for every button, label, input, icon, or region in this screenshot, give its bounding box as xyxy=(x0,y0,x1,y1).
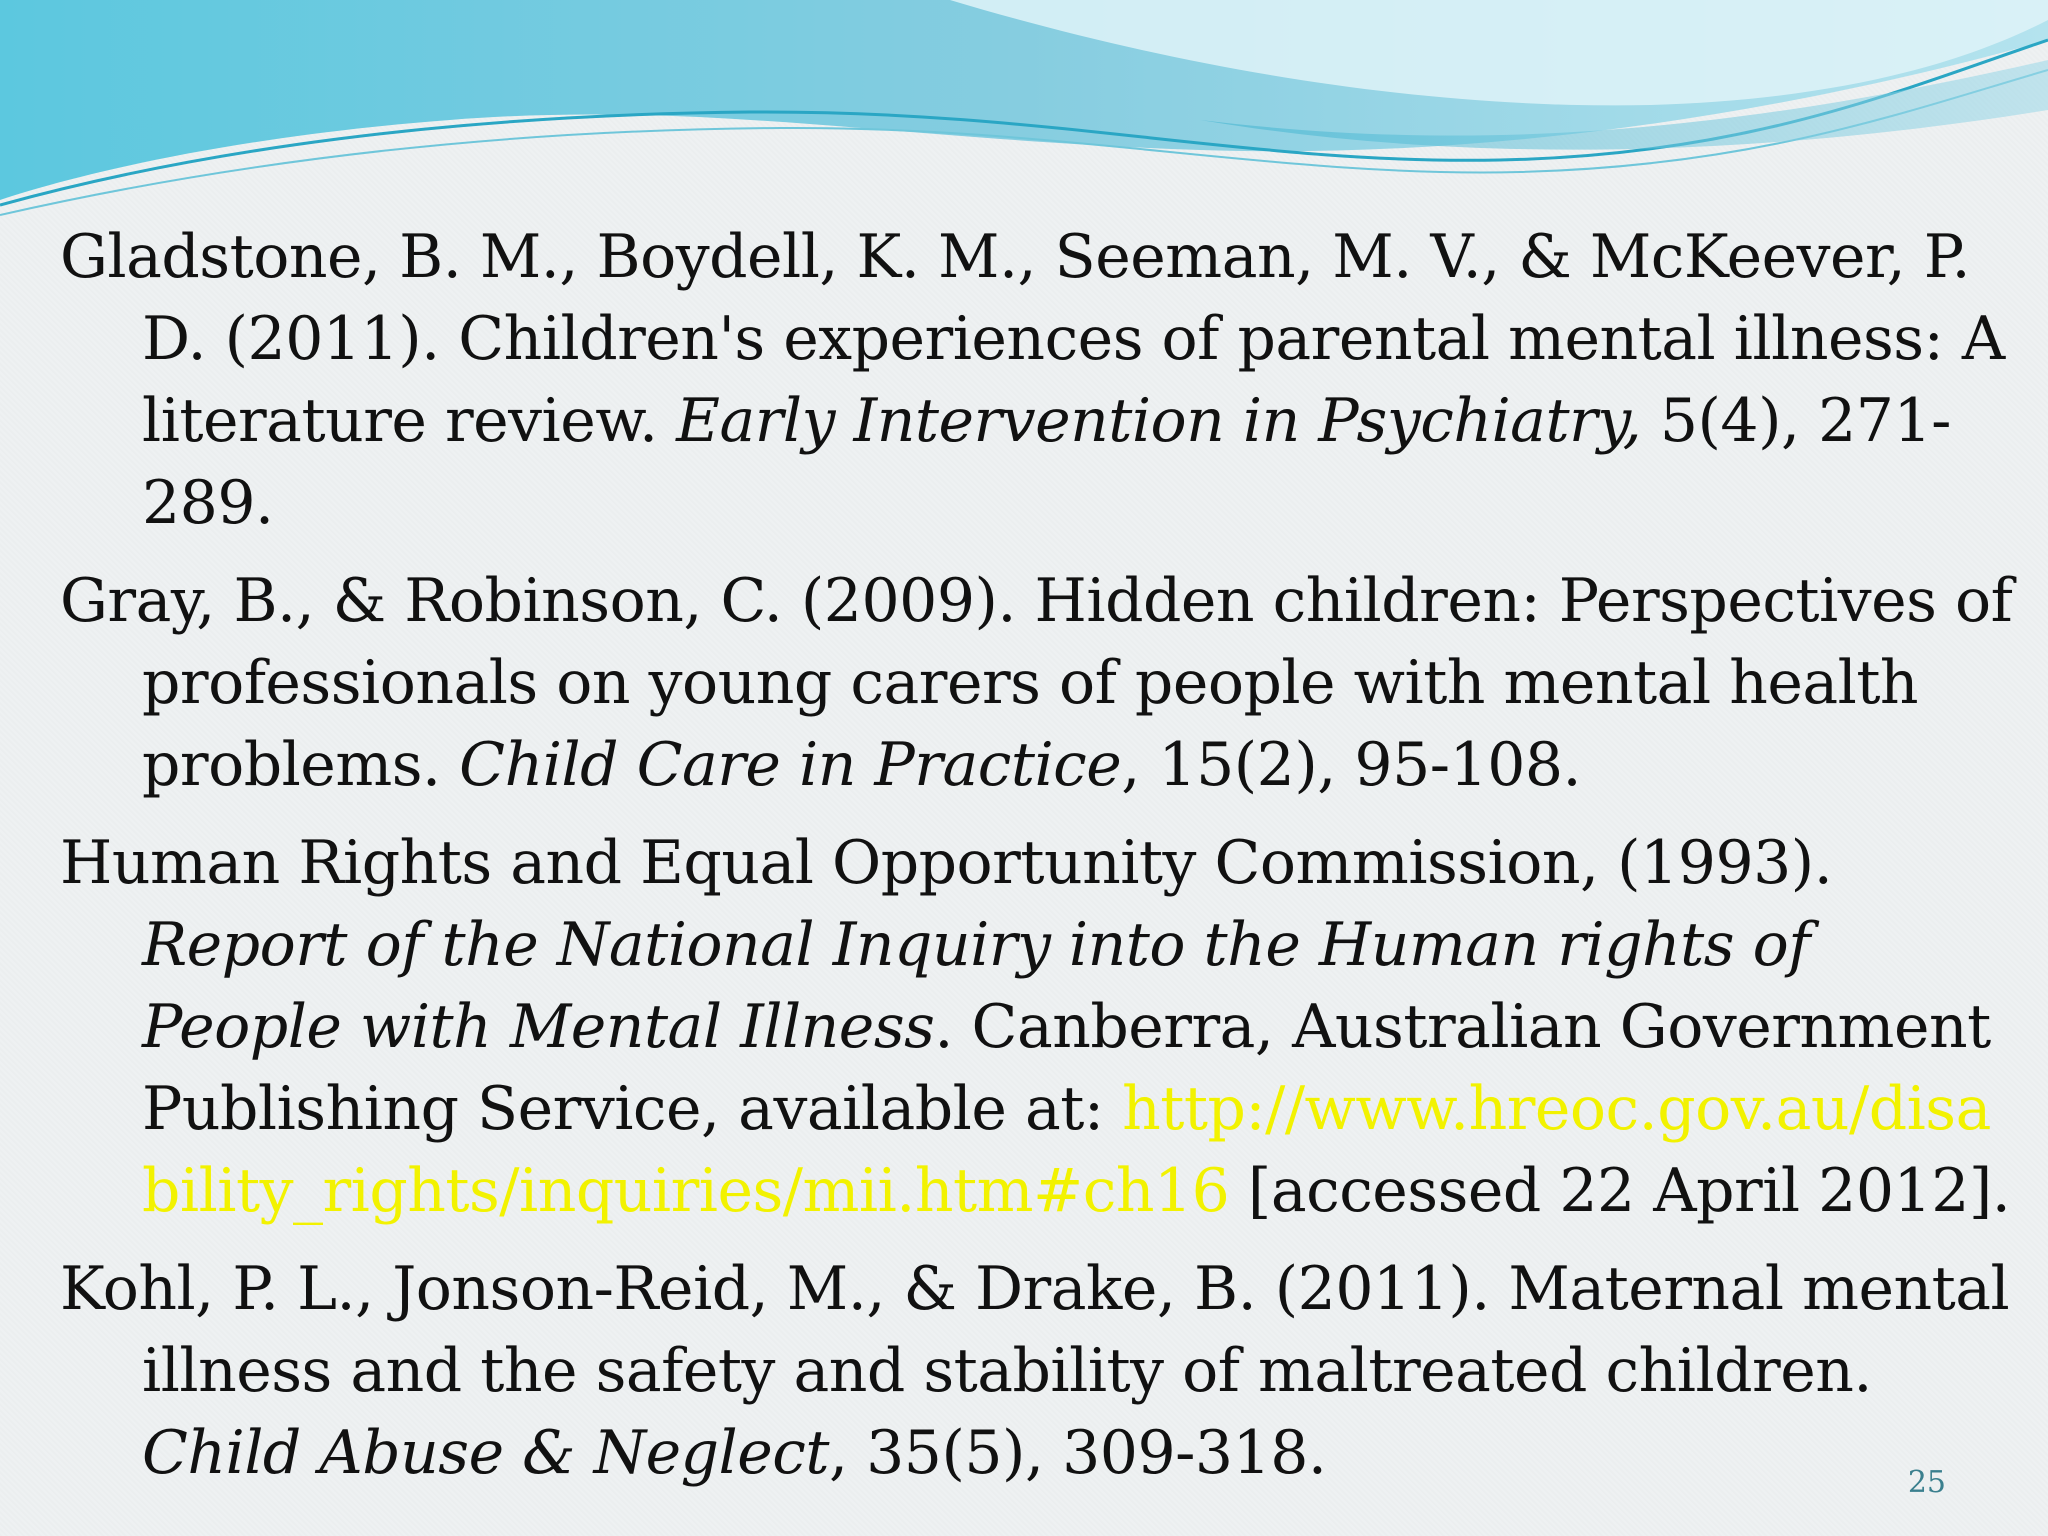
reference-details: . Canberra, Australian Government Publishing Service, available at: xyxy=(142,992,1991,1144)
reference-item xyxy=(60,822,2020,1232)
reference-journal: Child Abuse & Neglect xyxy=(142,1418,829,1488)
reference-authors-year: Gray, B., & Robinson, C. (2009). Hidden children: Perspectives of professionals on young carers of people with mental health problems. xyxy=(60,566,2013,800)
reference-item xyxy=(60,1248,2020,1494)
reference-details: , 35(5), 309-318. xyxy=(828,1418,1327,1488)
reference-details: 5(4), 271-289. xyxy=(142,386,1951,538)
reference-item xyxy=(60,560,2020,806)
reference-item xyxy=(60,216,2020,544)
slide-number: 25 xyxy=(1907,1465,1946,1500)
reference-journal: Child Care in Practice xyxy=(459,730,1122,800)
reference-authors-year: Gladstone, B. M., Boydell, K. M., Seeman, M. V., & McKeever, P. D. (2011). Children's experiences of parental mental illness: A literature review. xyxy=(60,222,2005,456)
reference-authors-year: Kohl, P. L., Jonson-Reid, M., & Drake, B. (2011). Maternal mental illness and the safety and stability of maltreated children. xyxy=(60,1254,2010,1406)
reference-title: Report of the National Inquiry into the Human rights of People with Mental Illness xyxy=(142,910,1810,1062)
reference-url-link[interactable]: http://www.hreoc.gov.au/disability_rights/inquiries/mii.htm#ch16 xyxy=(142,1074,1991,1226)
references-list xyxy=(60,216,2020,1510)
reference-accessed: [accessed 22 April 2012]. xyxy=(1229,1156,2011,1226)
reference-authors-year: Human Rights and Equal Opportunity Commission, (1993). xyxy=(60,828,1833,898)
reference-journal: Early Intervention in Psychiatry, xyxy=(676,386,1660,456)
reference-details: , 15(2), 95-108. xyxy=(1121,730,1582,800)
